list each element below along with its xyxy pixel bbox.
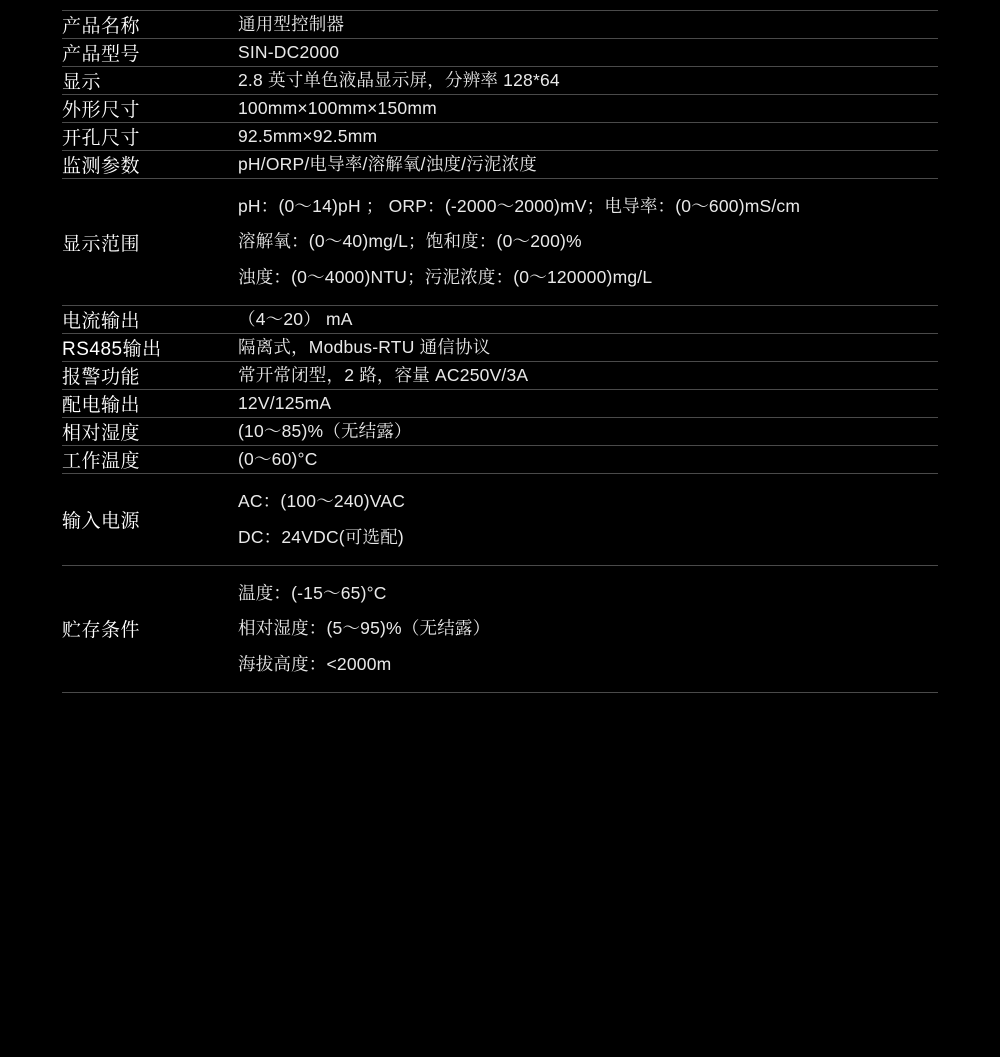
spec-value-line: 常开常闭型，2 路，容量 AC250V/3A — [238, 364, 529, 385]
table-row — [62, 11, 938, 39]
spec-value — [238, 179, 938, 306]
spec-value-line: （4～20） mA — [238, 308, 353, 329]
spec-value-line: (10～85)%（无结露） — [238, 420, 412, 441]
table-row — [62, 39, 938, 67]
table-row — [62, 306, 938, 334]
spec-value-line: pH：(0～14)pH ； ORP：(-2000～2000)mV；电导率：(0～600)mS/cm — [238, 196, 801, 216]
spec-value-line: 相对湿度：(5～95)%（无结露） — [238, 618, 491, 639]
table-row — [62, 151, 938, 179]
spec-label: 配电输出 — [62, 395, 141, 417]
table-row — [62, 123, 938, 151]
spec-sheet — [0, 10, 1000, 1057]
spec-label: 开孔尺寸 — [62, 128, 141, 149]
spec-label: 显示范围 — [62, 233, 141, 255]
spec-value-line: DC：24VDC(可选配) — [238, 526, 404, 547]
spec-value-line: (0～60)°C — [238, 448, 318, 469]
spec-value — [238, 95, 938, 123]
spec-label: 监测参数 — [62, 156, 141, 177]
spec-value-line: 2.8 英寸单色液晶显示屏，分辨率 128*64 — [238, 69, 560, 90]
table-row — [62, 67, 938, 95]
spec-value-line: 温度：(-15～65)°C — [238, 582, 387, 603]
spec-value — [238, 565, 938, 692]
spec-value — [238, 123, 938, 151]
table-row — [62, 474, 938, 566]
spec-value-line: SIN-DC2000 — [238, 41, 340, 62]
spec-value — [238, 446, 938, 474]
spec-label: 输入电源 — [62, 511, 141, 532]
specification-table — [62, 10, 938, 693]
spec-value-line: AC：(100～240)VAC — [238, 491, 406, 512]
table-row — [62, 565, 938, 692]
spec-label: 贮存条件 — [62, 620, 141, 642]
spec-label: 电流输出 — [62, 311, 141, 333]
table-row — [62, 95, 938, 123]
table-row — [62, 179, 938, 306]
spec-label: 产品型号 — [62, 44, 141, 65]
spec-value-line: 海拔高度：<2000m — [238, 653, 392, 674]
spec-value — [238, 151, 938, 179]
spec-value — [238, 390, 938, 418]
table-row — [62, 362, 938, 390]
spec-value — [238, 362, 938, 390]
spec-value — [238, 334, 938, 362]
spec-label: RS485输出 — [62, 339, 162, 361]
spec-label: 工作温度 — [62, 451, 141, 473]
table-row — [62, 446, 938, 474]
spec-value — [238, 67, 938, 95]
spec-value — [238, 11, 938, 39]
spec-value-line: 隔离式，Modbus-RTU 通信协议 — [238, 336, 491, 357]
spec-value-line: 通用型控制器 — [238, 13, 345, 34]
spec-value-line: 浊度：(0～4000)NTU；污泥浓度：(0～120000)mg/L — [238, 266, 653, 287]
spec-value-line: 92.5mm×92.5mm — [238, 125, 378, 146]
spec-label: 显示 — [62, 72, 102, 93]
specification-table-body — [62, 11, 938, 693]
spec-label: 产品名称 — [62, 16, 141, 37]
spec-value-line: 溶解氧：(0～40)mg/L；饱和度：(0～200)% — [238, 231, 582, 252]
table-row — [62, 390, 938, 418]
spec-value-line: pH/ORP/电导率/溶解氧/浊度/污泥浓度 — [238, 153, 538, 174]
spec-value — [238, 39, 938, 67]
spec-value-line: 12V/125mA — [238, 392, 332, 413]
table-row — [62, 334, 938, 362]
spec-label: 外形尺寸 — [62, 100, 141, 121]
spec-value — [238, 418, 938, 446]
spec-label: 报警功能 — [62, 367, 141, 389]
spec-value — [238, 474, 938, 566]
table-row — [62, 418, 938, 446]
spec-value-line: 100mm×100mm×150mm — [238, 97, 437, 118]
spec-label: 相对湿度 — [62, 423, 141, 445]
spec-value — [238, 306, 938, 334]
